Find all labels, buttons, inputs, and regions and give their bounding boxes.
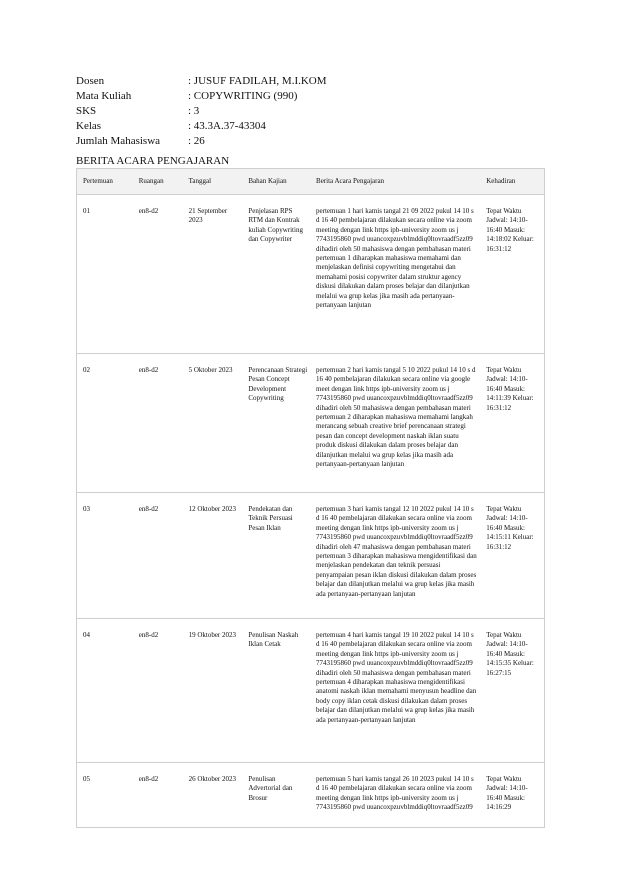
cell-kehadiran: Tepat Waktu Jadwal: 14:10-16:40 Masuk: 14:15:35 Keluar: 16:27:15 xyxy=(486,631,534,677)
course-info xyxy=(76,74,327,149)
cell-kehadiran: Tepat Waktu Jadwal: 14:10-16:40 Masuk: 14:15:11 Keluar: 16:31:12 xyxy=(486,505,534,551)
cell-ruangan: en8-d2 xyxy=(138,631,159,639)
table-header xyxy=(77,169,544,194)
info-row-sks xyxy=(76,104,327,119)
sks-value: : 3 xyxy=(188,105,200,117)
header-pertemuan: Pertemuan xyxy=(83,177,113,185)
teaching-log-table xyxy=(76,168,545,828)
cell-kehadiran: Tepat Waktu Jadwal: 14:10-16:40 Masuk: 14:16:29 xyxy=(486,775,528,812)
header-bahan-kajian: Bahan Kajian xyxy=(248,177,287,185)
dosen-value: : JUSUF FADILAH, M.I.KOM xyxy=(188,75,327,87)
jumlah-value: : 26 xyxy=(188,135,205,147)
matkul-value: : COPYWRITING (990) xyxy=(188,90,298,102)
sks-label: SKS xyxy=(76,105,97,117)
matkul-label: Mata Kuliah xyxy=(76,90,132,102)
cell-tanggal: 5 Oktober 2023 xyxy=(188,366,233,374)
cell-pertemuan: 02 xyxy=(83,366,90,374)
cell-pertemuan: 04 xyxy=(83,631,90,639)
kelas-label: Kelas xyxy=(76,120,102,132)
section-title: BERITA ACARA PENGAJARAN xyxy=(76,155,230,167)
table-row xyxy=(77,618,544,762)
header-kehadiran: Kehadiran xyxy=(486,177,516,185)
cell-bahan-kajian: Penulisan Naskah Iklan Cetak xyxy=(248,631,299,649)
info-row-dosen xyxy=(76,74,327,89)
cell-pertemuan: 03 xyxy=(83,505,90,513)
table-row xyxy=(77,353,544,492)
cell-bahan-kajian: Perencanaan Strategi Pesan Concept Development Copywriting xyxy=(248,366,308,403)
kelas-value: : 43.3A.37-43304 xyxy=(188,120,266,132)
cell-tanggal: 19 Oktober 2023 xyxy=(188,631,237,639)
cell-kehadiran: Tepat Waktu Jadwal: 14:10-16:40 Masuk: 14:11:39 Keluar: 16:31:12 xyxy=(486,366,534,412)
cell-ruangan: en8-d2 xyxy=(138,775,159,783)
table-row xyxy=(77,492,544,618)
cell-berita-acara: pertemuan 3 hari kamis tangal 12 10 2022 pukul 14 10 s d 16 40 pembelajaran dilakukan secara online via zoom meeting dengan link https ipb-university zoom us j 7743195860 pwd uuancoxpzuvblmddiq0ltovraadf5zz09 dihadiri oleh 47 mahasiswa dengan pembahasan materi pertemuan 3 diharapkan mahasiswa mengidentifikasi dan menjelaskan pendekatan dan teknik persuasi penyampaian pesan iklan diskusi dilakukan dalam proses belajar dan dilanjutkan melalui wa grup kelas jika masih ada pertanyaan-pertanyaan lanjutan xyxy=(316,505,477,598)
jumlah-label: Jumlah Mahasiswa xyxy=(76,135,161,147)
cell-bahan-kajian: Penulisan Advertorial dan Brosur xyxy=(248,775,293,802)
cell-ruangan: en8-d2 xyxy=(138,366,159,374)
cell-tanggal: 26 Oktober 2023 xyxy=(188,775,237,783)
dosen-label: Dosen xyxy=(76,75,105,87)
header-ruangan: Ruangan xyxy=(138,177,164,185)
cell-bahan-kajian: Pendekatan dan Teknik Persuasi Pesan Iklan xyxy=(248,505,293,532)
cell-pertemuan: 05 xyxy=(83,775,90,783)
header-tanggal: Tanggal xyxy=(188,177,212,185)
cell-berita-acara: pertemuan 1 hari kamis tangal 21 09 2022 pukul 14 10 s d 16 40 pembelajaran dilakukan secara online via zoom meeting dengan link https ipb-university zoom us j 7743195860 pwd uuancoxpzuvblmddiq0ltovraadf5zz09 dihadiri oleh 50 mahasiswa dengan pembahasan materi pertemuan 1 diharapkan mahasiswa memahami dan menjelaskan definisi copywriting mengetahui dan memahami posisi copywriter dalam struktur agency diskusi dilakukan dalam proses belajar dan dilanjutkan melalui wa grup kelas jika masih ada pertanyaan-pertanyaan lanjutan xyxy=(316,207,474,310)
cell-berita-acara: pertemuan 4 hari kamis tangal 19 10 2022 pukul 14 10 s d 16 40 pembelajaran dilakukan secara online via zoom meeting dengan link https ipb-university zoom us j 7743195860 pwd uuancoxpzuvblmddiq0ltovraadf5zz09 dihadiri oleh 50 mahasiswa dengan pembahasan materi pertemuan 4 diharapkan mahasiswa mengidentifikasi anatomi naskah iklan memahami menyusun headline dan body copy iklan cetak diskusi dilakukan dalam proses belajar dan dilanjutkan melalui wa grup kelas jika masih ada pertanyaan-pertanyaan lanjutan xyxy=(316,631,477,724)
cell-tanggal: 21 September 2023 xyxy=(188,207,228,225)
cell-ruangan: en8-d2 xyxy=(138,207,159,215)
cell-berita-acara: pertemuan 2 hari kamis tangal 5 10 2022 pukul 14 10 s d 16 40 pembelajaran dilakukan secara online via google meet dengan link https ipb-university zoom us j 7743195860 pwd uuancoxpzuvblmddiq0ltovraadf5zz09 dihadiri oleh 50 mahasiswa dengan pembahasan materi pertemuan 2 diharapkan mahasiswa memahami langkah merancang sebuah creative brief perencanaan strategi pesan dan concept development naskah iklan suatu produk diskusi dilakukan dalam proses belajar dan dilanjutkan melalui wa grup kelas jika masih ada pertanyaan-pertanyaan lanjutan xyxy=(316,366,476,469)
table-row xyxy=(77,762,544,827)
cell-ruangan: en8-d2 xyxy=(138,505,159,513)
info-row-jumlah xyxy=(76,134,327,149)
cell-kehadiran: Tepat Waktu Jadwal: 14:10-16:40 Masuk: 14:18:02 Keluar: 16:31:12 xyxy=(486,207,534,253)
header-berita-acara: Berita Acara Pengajaran xyxy=(316,177,385,185)
table-row xyxy=(77,194,544,353)
info-row-matkul xyxy=(76,89,327,104)
cell-bahan-kajian: Penjelasan RPS RTM dan Kontrak kuliah Copywriting dan Copywriter xyxy=(248,207,303,244)
info-row-kelas xyxy=(76,119,327,134)
cell-pertemuan: 01 xyxy=(83,207,90,215)
cell-tanggal: 12 Oktober 2023 xyxy=(188,505,237,513)
cell-berita-acara: pertemuan 5 hari kamis tangal 26 10 2023 pukul 14 10 s d 16 40 pembelajaran dilakukan secara online via zoom meeting dengan link https ipb-university zoom us j 7743195860 pwd uuancoxpzuvblmddiq0ltovraadf5zz09 xyxy=(316,775,474,812)
